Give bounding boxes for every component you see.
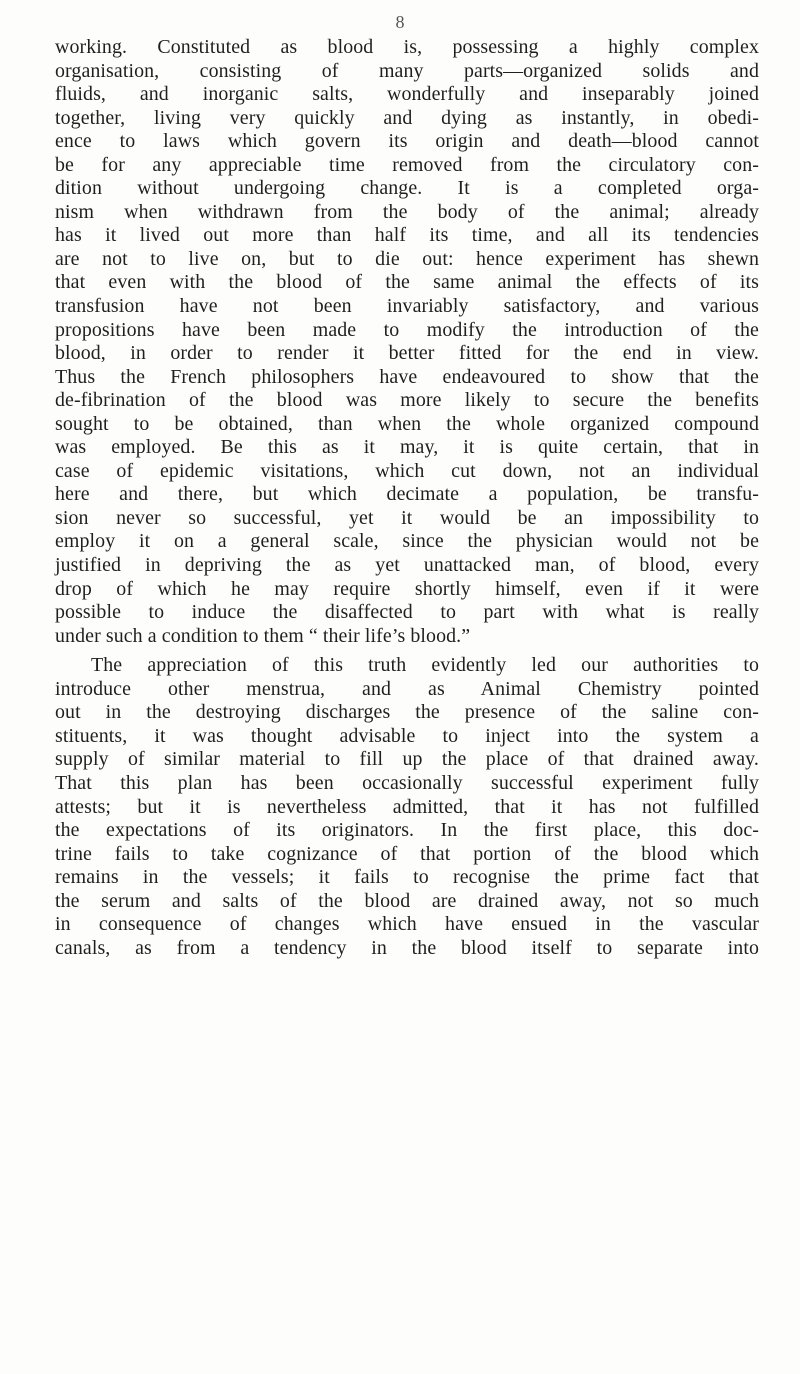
text-line: blood, in order to render it better fitted for the end in view. (55, 342, 759, 365)
text-line: case of epidemic visitations, which cut down, not an individual (55, 459, 759, 482)
text-line: drop of which he may require shortly himself, even if it were (55, 577, 759, 600)
text-line: are not to live on, but to die out: hence experiment has shewn (55, 247, 759, 270)
text-line: nism when withdrawn from the body of the animal; already (55, 200, 759, 223)
text-line: That this plan has been occasionally successful experiment fully (55, 771, 759, 794)
text-line: that even with the blood of the same animal the effects of its (55, 271, 759, 294)
paragraph-1 (55, 36, 759, 648)
text-line: remains in the vessels; it fails to recognise the prime fact that (55, 866, 759, 889)
text-line: together, living very quickly and dying as instantly, in obedi- (55, 106, 759, 129)
text-line: out in the destroying discharges the presence of the saline con- (55, 701, 759, 724)
text-line: ence to laws which govern its origin and death—blood cannot (55, 130, 759, 153)
text-line: sion never so successful, yet it would be an impossibility to (55, 506, 759, 529)
text-line: fluids, and inorganic salts, wonderfully and inseparably joined (55, 83, 759, 106)
text-line: introduce other menstrua, and as Animal Chemistry pointed (55, 677, 759, 700)
text-line: supply of similar material to fill up the place of that drained away. (55, 748, 759, 771)
text-line: justified in depriving the as yet unattacked man, of blood, every (55, 554, 759, 577)
text-line: in consequence of changes which have ensued in the vascular (55, 913, 759, 936)
text-line: under such a condition to them “ their life’s blood.” (55, 624, 471, 647)
body-text (55, 36, 759, 960)
text-line: was employed. Be this as it may, it is quite certain, that in (55, 436, 759, 459)
text-line: de-fibrination of the blood was more likely to secure the benefits (55, 389, 759, 412)
text-line: possible to induce the disaffected to part with what is really (55, 601, 759, 624)
text-line: organisation, consisting of many parts—organized solids and (55, 59, 759, 82)
text-line: working. Constituted as blood is, possessing a highly complex (55, 36, 759, 58)
text-line: propositions have been made to modify the introduction of the (55, 318, 759, 341)
text-line: here and there, but which decimate a population, be transfu- (55, 483, 759, 506)
text-line: transfusion have not been invariably satisfactory, and various (55, 295, 759, 318)
text-line: employ it on a general scale, since the physician would not be (55, 530, 759, 553)
text-line: attests; but it is nevertheless admitted, that it has not fulfilled (55, 795, 759, 818)
text-line: be for any appreciable time removed from the circulatory con- (55, 153, 759, 176)
text-line: dition without undergoing change. It is a completed orga- (55, 177, 759, 200)
text-line: The appreciation of this truth evidently led our authorities to (91, 654, 759, 677)
text-line: Thus the French philosophers have endeavoured to show that the (55, 365, 759, 388)
text-line: the serum and salts of the blood are drained away, not so much (55, 889, 759, 912)
text-line: canals, as from a tendency in the blood itself to separate into (55, 936, 759, 959)
page-number: 8 (395, 12, 405, 32)
text-line: sought to be obtained, than when the whole organized compound (55, 412, 759, 435)
text-line: has it lived out more than half its time, and all its tendencies (55, 224, 759, 247)
text-line: stituents, it was thought advisable to inject into the system a (55, 724, 759, 747)
text-line: trine fails to take cognizance of that portion of the blood which (55, 842, 759, 865)
text-line: the expectations of its originators. In the first place, this doc- (55, 819, 759, 842)
paragraph-2 (55, 654, 759, 960)
